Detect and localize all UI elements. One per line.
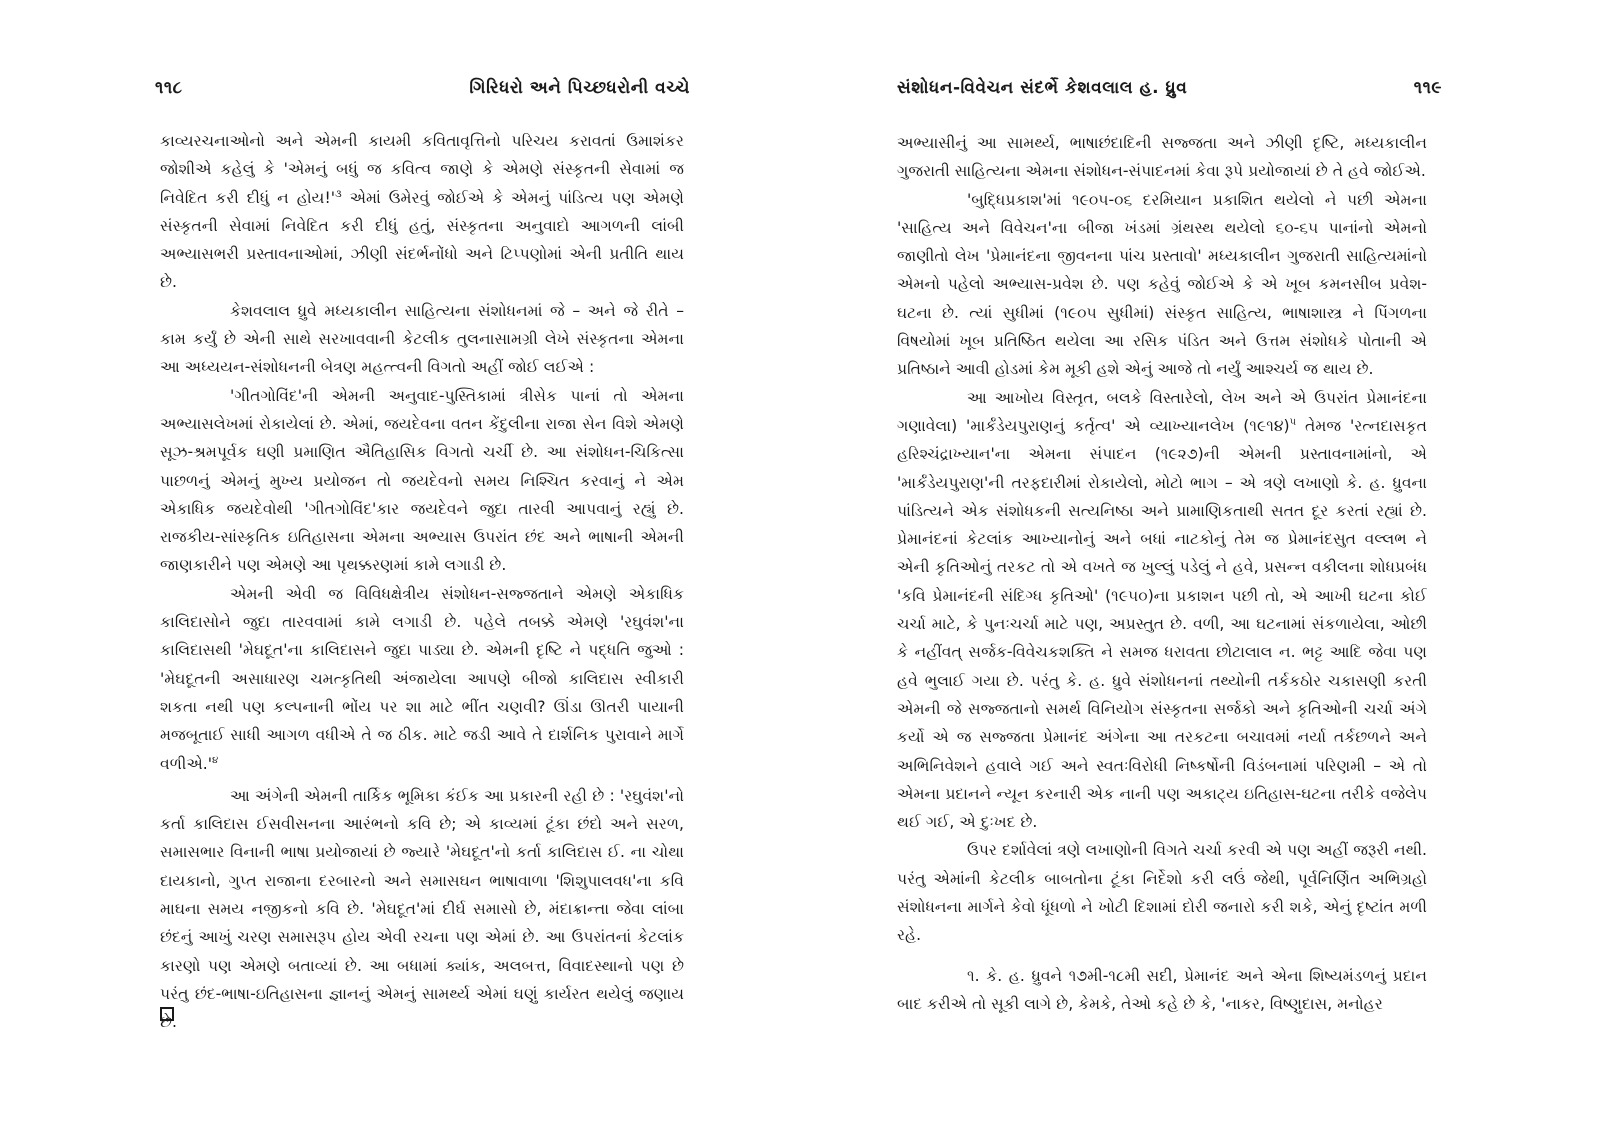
- paragraph-text: એમની એવી જ વિવિધક્ષેત્રીય સંશોધન-સજ્જતાને એમણે એકાધિક કાલિદાસોને જુદા તારવવામાં કામે લગાડી છે. પહેલે તબક્કે એમણે 'રઘુવંશ'ના કાલિદાસથી 'મેઘદૂત'ના કાલિદાસને જુદા પાડ્યા છે. એમની દૃષ્ટિ ને પદ્ધતિ જુઓ : 'મેઘદૂતની અસાધારણ ચમત્કૃતિથી અંજાયેલા આપણે બીજો કાલિદાસ સ્વીકારી શકતા નથી પણ કલ્પનાની ભોંય પર શા માટે ભીંત ચણવી? ઊંડા ઊતરી પાયાની મજબૂતાઈ સાધી આગળ વધીએ તે જ ઠીક. માટે જડી આવે તે દાર્શનિક પુરાવાને માર્ગે વળીએ.': [160, 584, 684, 773]
- footnote-ref: ૫: [1289, 416, 1297, 428]
- paragraph: 'ગીતગોવિંદ'ની એમની અનુવાદ-પુસ્તિકામાં ત્રીસેક પાનાં તો એમના અભ્યાસલેખમાં રોકાયેલાં છે. એમાં, જયદેવના વતન કેંદુલીના રાજા સેન વિશે એમણે સૂઝ-શ્રમપૂર્વક ઘણી પ્રમાણિત ઐતિહાસિક વિગતો ચર્ચી છે. આ સંશોધન-ચિકિત્સા પાછળનું એમનું મુખ્ય પ્રયોજન તો જયદેવનો સમય નિશ્ચિત કરવાનું ને એમ એકાધિક જયદેવોથી 'ગીતગોવિંદ'કાર જયદેવને જુદા તારવી આપવાનું રહ્યું છે. રાજકીય-સાંસ્કૃતિક ઇતિહાસના એમના અભ્યાસ ઉપરાંત છંદ અને ભાષાની એમની જાણકારીને પણ એમણે આ પૃથક્કરણમાં કામે લગાડી છે.: [160, 386, 684, 575]
- page-body: [160, 127, 684, 1047]
- page-number: ૧૧૮: [155, 78, 183, 98]
- paragraph: કેશવલાલ ધ્રુવે મધ્યકાલીન સાહિત્યના સંશોધનમાં જે – અને જે રીતે – કામ કર્યું છે એની સાથે સરખાવવાની કેટલીક તુલનાસામગ્રી લેખે સંસ્કૃતના એમના આ અધ્યયન-સંશોધનની બેત્રણ મહત્ત્વની વિગતો અહીં જોઈ લઈએ :: [160, 301, 684, 377]
- footnote-ref: ૩: [335, 188, 342, 200]
- paragraph-text: આ આખોય વિસ્તૃત, બલકે વિસ્તારેલો, લેખ અને એ ઉપરાંત પ્રેમાનંદના ગણાવેલા) 'માર્કંડેયપુરાણનું કર્તૃત્વ' એ વ્યાખ્યાનલેખ (૧૯૧૪): [897, 388, 1427, 435]
- right-page: [800, 0, 1600, 1131]
- paragraph: ઉપર દર્શાવેલાં ત્રણે લખાણોની વિગતે ચર્ચા કરવી એ પણ અહીં જરૂરી નથી. પરંતુ એમાંની કેટલીક બાબતોના ટૂંકા નિર્દેશો કરી લઉં જેથી, પૂર્વનિર્ણિત અભિગ્રહો સંશોધનના માર્ગને કેવો ધૂંધળો ને ખોટી દિશામાં દોરી જનારો કરી શકે, એનું દૃષ્ટાંત મળી રહે.: [897, 841, 1427, 945]
- paragraph: 'બુદ્ધિપ્રકાશ'માં ૧૯૦૫-૦૬ દરમિયાન પ્રકાશિત થયેલો ને પછી એમના 'સાહિત્ય અને વિવેચન'ના બીજા ખંડમાં ગ્રંથસ્થ થયેલો ૬૦-૬૫ પાનાંનો એમનો જાણીતો લેખ 'પ્રેમાનંદના જીવનના પાંચ પ્રસ્તાવો' મધ્યકાલીન ગુજરાતી સાહિત્યમાંનો એમનો પહેલો અભ્યાસ-પ્રવેશ છે. પણ કહેવું જોઈએ કે એ ખૂબ કમનસીબ પ્રવેશ-ઘટના છે. ત્યાં સુધીમાં (૧૯૦૫ સુધીમાં) સંસ્કૃત સાહિત્ય, ભાષાશાસ્ત્ર ને પિંગળના વિષયોમાં ખૂબ પ્રતિષ્ઠિત થયેલા આ રસિક પંડિત અને ઉત્તમ સંશોધકે પોતાની એ પ્રતિષ્ઠાને આવી હોડમાં કેમ મૂકી હશે એનું આજે તો નર્યું આશ્ચર્ય જ થાય છે.: [897, 190, 1427, 379]
- paragraph: [160, 580, 684, 778]
- page-number: ૧૧૯: [1413, 78, 1442, 98]
- paragraph: [160, 127, 684, 297]
- running-header: ગિરિધરો અને પિચ્છધરોની વચ્ચે: [469, 78, 690, 98]
- running-header: સંશોધન-વિવેચન સંદર્ભે કેશવલાલ હ. ધ્રુવ: [897, 78, 1188, 98]
- section-end-square-icon: [160, 1007, 174, 1021]
- paragraph-text: તેમજ 'રત્નદાસકૃત હરિશ્ચંદ્રાખ્યાન'ના એમના સંપાદન (૧૯૨૭)ની એમની પ્રસ્તાવનામાંનો, એ 'માર્કંડેયપુરાણ'ની તરફદારીમાં રોકાયેલો, મોટો ભાગ – એ ત્રણે લખાણો કે. હ. ધ્રુવના પાંડિત્યને એક સંશોધકની સત્યનિષ્ઠા અને પ્રામાણિકતાથી સતત દૂર કરતાં રહ્યાં છે. પ્રેમાનંદનાં કેટલાંક આખ્યાનોનું અને બધાં નાટકોનું તેમ જ પ્રેમાનંદસુત વલ્લભ ને એની કૃતિઓનું તરકટ તો એ વખતે જ ખુલ્લું પડેલું ને હવે, પ્રસન્ન વકીલના શોધપ્રબંધ 'કવિ પ્રેમાનંદની સંદિગ્ધ કૃતિઓ' (૧૯૫૦)ના પ્રકાશન પછી તો, એ આખી ઘટના કોઈ ચર્ચા માટે, કે પુનઃચર્ચા માટે પણ, અપ્રસ્તુત છે. વળી, આ ઘટનામાં સંકળાયેલા, ઓછી કે નહીંવત્ સર્જક-વિવેચકશક્તિ ને સમજ ધરાવતા છોટાલાલ ન. ભટ્ટ આદિ જેવા પણ હવે ભુલાઈ ગયા છે. પરંતુ કે. હ. ધ્રુવે સંશોધનનાં તથ્યોની તર્કકઠોર ચકાસણી કરતી એમની જે સજ્જતાનો સમર્થ વિનિયોગ સંસ્કૃતના સર્જકો અને કૃતિઓની ચર્ચા અંગે કર્યો એ જ સજ્જતા પ્રેમાનંદ અંગેના આ તરકટના બચાવમાં નર્યા તર્કછળને અને અભિનિવેશને હવાલે ગઈ અને સ્વતઃવિરોધી નિષ્કર્ષોની વિડંબનામાં પરિણમી – એ તો એમના પ્રદાનને ન્યૂન કરનારી એક નાની પણ અકાટ્ય ઇતિહાસ-ઘટના તરીકે વજેલેપ થઈ ગઈ, એ દુઃખદ છે.: [897, 416, 1427, 832]
- footnote-ref: ૪: [212, 754, 219, 766]
- paragraph: [897, 384, 1427, 837]
- numbered-point: ૧. કે. હ. ધ્રુવને ૧૭મી-૧૮મી સદી, પ્રેમાનંદ અને એના શિષ્યમંડળનું પ્રદાન બાદ કરીએ તો સૂકી લાગે છે, કેમકે, તેઓ કહે છે કે, 'નાકર, વિષ્ણુદાસ, મનોહર: [897, 966, 1427, 1013]
- paragraph-text: એમાં ઉમેરવું જોઈએ કે એમનું પાંડિત્ય પણ એમણે સંસ્કૃતની સેવામાં નિવેદિત કરી દીધું હતું, સંસ્કૃતના અનુવાદો આગળની લાંબી અભ્યાસભરી પ્રસ્તાવનાઓમાં, ઝીણી સંદર્ભનોંધો અને ટિપ્પણોમાં એની પ્રતીતિ થાય છે.: [160, 188, 684, 292]
- paragraph-text: કાવ્યરચનાઓનો અને એમની કાયમી કવિતાવૃત્તિનો પરિચય કરાવતાં ઉમાશંકર જોશીએ કહેલું કે 'એમનું બધું જ કવિત્વ જાણે કે એમણે સંસ્કૃતની સેવામાં જ નિવેદિત કરી દીધું ન હોય!': [160, 132, 684, 207]
- paragraph: અભ્યાસીનું આ સામર્થ્ય, ભાષાછંદાદિની સજ્જતા અને ઝીણી દૃષ્ટિ, મધ્યકાલીન ગુજરાતી સાહિત્યના એમના સંશોધન-સંપાદનમાં કેવા રૂપે પ્રયોજાયાં છે તે હવે જોઈએ.: [897, 134, 1427, 181]
- page-body: [897, 129, 1427, 1109]
- paragraph: આ અંગેની એમની તાર્કિક ભૂમિકા કંઈક આ પ્રકારની રહી છે : 'રઘુવંશ'નો કર્તા કાલિદાસ ઈસવીસનના આરંભનો કવિ છે; એ કાવ્યમાં ટૂંકા છંદો અને સરળ, સમાસભાર વિનાની ભાષા પ્રયોજાયાં છે જ્યારે 'મેઘદૂત'નો કર્તા કાલિદાસ ઈ. ના ચોથા દાયકાનો, ગુપ્ત રાજાના દરબારનો અને સમાસઘન ભાષાવાળા 'શિશુપાલવધ'ના કવિ માઘના સમય નજીકનો કવિ છે. 'મેઘદૂત'માં દીર્ઘ સમાસો છે, મંદાક્રાન્તા જેવા લાંબા છંદનું આખું ચરણ સમાસરૂપ હોય એવી રચના પણ એમાં છે. આ ઉપરાંતનાં કેટલાંક કારણો પણ એમણે બતાવ્યાં છે. આ બધામાં ક્યાંક, અલબત્ત, વિવાદસ્થાનો પણ છે પરંતુ છંદ-ભાષા-ઇતિહાસના જ્ઞાનનું એમનું સામર્થ્ય એમાં ઘણું કાર્યરત થયેલું જણાય છે.: [160, 786, 684, 1032]
